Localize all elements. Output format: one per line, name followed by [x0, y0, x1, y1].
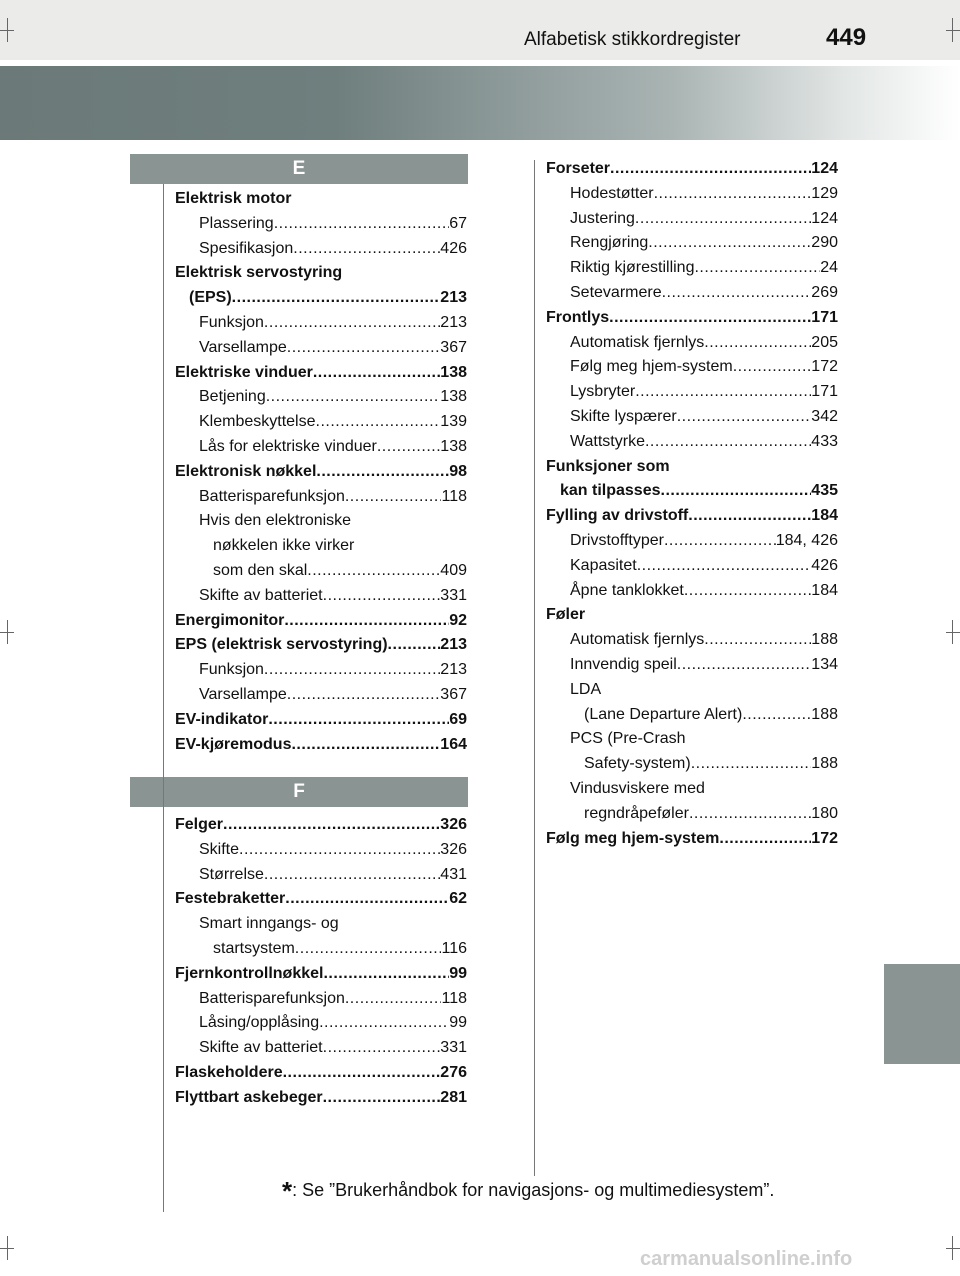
- dot-leader: [287, 336, 441, 361]
- index-column-f: [175, 813, 467, 1111]
- dot-leader: [689, 802, 811, 827]
- dot-leader: [704, 331, 811, 356]
- entry-page: 213: [440, 313, 467, 331]
- index-entry: Føler: [546, 606, 586, 624]
- index-entry: [175, 658, 467, 683]
- entry-term: Lås for elektriske vinduer: [199, 437, 377, 455]
- index-entry: Vindusviskere med: [570, 779, 705, 797]
- entry-page: 138: [440, 437, 467, 455]
- entry-term: EV-kjøremodus: [175, 735, 292, 753]
- entry-page: 213: [440, 289, 467, 307]
- entry-page: 184: [811, 507, 838, 525]
- index-entry: [175, 813, 467, 838]
- entry-page: 213: [440, 636, 467, 654]
- entry-page: 180: [811, 804, 838, 822]
- footnote-asterisk: *: [282, 1176, 293, 1206]
- entry-term: Låsing/opplåsing: [199, 1014, 320, 1032]
- dot-leader: [316, 410, 441, 435]
- index-entry: [175, 435, 467, 460]
- index-entry: [546, 752, 838, 777]
- entry-page: 433: [811, 432, 838, 450]
- dot-leader: [654, 182, 812, 207]
- dot-leader: [345, 987, 442, 1012]
- chapter-banner: [0, 66, 960, 140]
- footnote: [282, 1176, 774, 1207]
- index-entry: [546, 529, 838, 554]
- entry-page: 188: [811, 705, 838, 723]
- entry-term: Felger: [175, 816, 224, 833]
- crop-mark: [7, 1236, 8, 1260]
- thumb-index-tab: [884, 964, 960, 1064]
- index-entry: [546, 628, 838, 653]
- dot-leader: [694, 256, 820, 281]
- index-entry: [175, 733, 467, 758]
- dot-leader: [691, 752, 812, 777]
- index-entry: Elektrisk motor: [175, 190, 292, 207]
- index-entry: [546, 207, 838, 232]
- dot-leader: [316, 460, 449, 485]
- crop-mark: [946, 632, 960, 633]
- entry-term: Elektriske vinduer: [175, 363, 313, 381]
- entry-term: Skifte av batteriet: [199, 586, 323, 604]
- entry-page: 172: [811, 358, 838, 376]
- dot-leader: [733, 355, 812, 380]
- entry-term: Rengjøring: [570, 234, 649, 252]
- entry-page: 435: [811, 482, 838, 500]
- entry-term: Festebraketter: [175, 890, 286, 908]
- crop-mark: [7, 18, 8, 42]
- dot-leader: [323, 584, 441, 609]
- index-entry: nøkkelen ikke virker: [213, 537, 355, 555]
- index-entry: [546, 157, 838, 182]
- entry-page: 138: [440, 363, 467, 381]
- footnote-text: : Se ”Brukerhåndbok for navigasjons- og multimediesystem”.: [292, 1180, 775, 1200]
- index-entry: [546, 355, 838, 380]
- index-entry: [546, 554, 838, 579]
- index-entry: [175, 485, 467, 510]
- index-entry: [546, 256, 838, 281]
- entry-term: EPS (elektrisk servostyring): [175, 636, 388, 654]
- entry-page: 331: [440, 586, 467, 604]
- entry-term: Safety-system): [584, 755, 691, 773]
- column-divider-right: [534, 160, 535, 1176]
- index-entry: [175, 311, 467, 336]
- entry-page: 409: [440, 561, 467, 579]
- entry-page: 92: [449, 611, 467, 629]
- dot-leader: [664, 529, 776, 554]
- dot-leader: [291, 733, 440, 758]
- index-entry: LDA: [570, 680, 602, 698]
- entry-term: Batterisparefunksjon: [199, 487, 345, 505]
- entry-page: 426: [811, 556, 838, 574]
- index-entry: Elektrisk servostyring: [175, 264, 343, 282]
- entry-page: 69: [449, 710, 467, 728]
- header-title: Alfabetisk stikkordregister: [524, 29, 741, 50]
- entry-page: 281: [440, 1088, 467, 1106]
- entry-page: 172: [811, 829, 838, 847]
- index-entry: [175, 838, 467, 863]
- entry-term: Frontlys: [546, 308, 610, 326]
- entry-page: 342: [811, 407, 838, 425]
- dot-leader: [293, 237, 440, 262]
- dot-leader: [287, 683, 441, 708]
- index-entry: [175, 1036, 467, 1061]
- entry-term: Skifte lyspærer: [570, 407, 677, 425]
- index-entry: [175, 609, 467, 634]
- entry-term: Flyttbart askebeger: [175, 1088, 323, 1106]
- dot-leader: [223, 813, 440, 838]
- crop-mark: [952, 1236, 953, 1260]
- entry-page: 331: [440, 1039, 467, 1057]
- entry-term: Plassering: [199, 214, 274, 232]
- dot-leader: [645, 430, 811, 455]
- index-entry: [175, 962, 467, 987]
- entry-term: Funksjon: [199, 313, 264, 331]
- index-entry: [175, 708, 467, 733]
- index-entry: [175, 286, 467, 311]
- entry-page: 99: [449, 964, 467, 982]
- entry-page: 138: [440, 388, 467, 406]
- entry-term: Funksjon: [199, 661, 264, 679]
- page-number: 449: [826, 24, 867, 51]
- dot-leader: [609, 306, 811, 331]
- dot-leader: [313, 361, 440, 386]
- dot-leader: [232, 286, 441, 311]
- index-entry: Hvis den elektroniske: [199, 512, 352, 530]
- entry-term: Åpne tanklokket: [570, 581, 684, 599]
- entry-page: 118: [441, 989, 467, 1007]
- index-entry: [175, 336, 467, 361]
- entry-term: Skifte av batteriet: [199, 1039, 323, 1057]
- index-entry: [175, 212, 467, 237]
- entry-page: 290: [811, 234, 838, 252]
- entry-term: Lysbryter: [570, 383, 636, 401]
- index-entry: [175, 863, 467, 888]
- entry-term: Energimonitor: [175, 611, 285, 629]
- index-column-right: [546, 157, 838, 851]
- entry-term: Batterisparefunksjon: [199, 989, 345, 1007]
- dot-leader: [688, 504, 811, 529]
- entry-term: Elektronisk nøkkel: [175, 462, 317, 480]
- index-entry: [546, 579, 838, 604]
- index-entry: [546, 380, 838, 405]
- index-entry: [175, 887, 467, 912]
- dot-leader: [704, 628, 811, 653]
- entry-page: 188: [811, 631, 838, 649]
- index-entry: [175, 1061, 467, 1086]
- entry-term: Justering: [570, 209, 635, 227]
- entry-page: 171: [811, 383, 838, 401]
- entry-term: Fylling av drivstoff: [546, 507, 689, 525]
- dot-leader: [610, 157, 811, 182]
- crop-mark: [946, 1248, 960, 1249]
- crop-mark: [952, 620, 953, 644]
- dot-leader: [635, 380, 811, 405]
- index-entry: Smart inngangs- og: [199, 915, 339, 933]
- entry-page: 124: [811, 160, 838, 177]
- entry-term: (Lane Departure Alert): [584, 705, 743, 723]
- index-entry: [175, 1086, 467, 1111]
- dot-leader: [677, 653, 812, 678]
- dot-leader: [377, 435, 440, 460]
- entry-term: Størrelse: [199, 865, 264, 883]
- entry-term: Riktig kjørestilling: [570, 259, 695, 277]
- dot-leader: [719, 827, 811, 852]
- index-entry: [175, 559, 467, 584]
- page-header-bar: [0, 0, 960, 60]
- dot-leader: [677, 405, 812, 430]
- crop-mark: [952, 18, 953, 42]
- index-entry: [175, 633, 467, 658]
- index-entry: [175, 584, 467, 609]
- index-entry: [546, 405, 838, 430]
- dot-leader: [661, 479, 812, 504]
- dot-leader: [268, 708, 449, 733]
- entry-page: 205: [811, 333, 838, 351]
- dot-leader: [264, 863, 440, 888]
- index-entry: Funksjoner som: [546, 457, 670, 475]
- dot-leader: [307, 559, 440, 584]
- entry-term: Automatisk fjernlys: [570, 631, 705, 649]
- entry-page: 326: [440, 816, 467, 833]
- entry-page: 164: [440, 735, 467, 753]
- index-entry: [175, 987, 467, 1012]
- index-entry: [175, 237, 467, 262]
- dot-leader: [684, 579, 811, 604]
- entry-page: 188: [811, 755, 838, 773]
- entry-term: Varsellampe: [199, 338, 287, 356]
- dot-leader: [264, 658, 440, 683]
- entry-term: Fjernkontrollnøkkel: [175, 964, 324, 982]
- entry-term: kan tilpasses: [560, 482, 661, 500]
- entry-page: 367: [440, 685, 467, 703]
- entry-page: 139: [440, 413, 467, 431]
- entry-term: som den skal: [213, 561, 308, 579]
- entry-term: Spesifikasjon: [199, 239, 294, 257]
- entry-term: Flaskeholdere: [175, 1063, 283, 1081]
- entry-term: Klembeskyttelse: [199, 413, 316, 431]
- index-entry: [175, 410, 467, 435]
- entry-page: 276: [440, 1063, 467, 1081]
- entry-page: 124: [811, 209, 838, 227]
- index-entry: [175, 361, 467, 386]
- dot-leader: [284, 609, 449, 634]
- entry-page: 426: [440, 239, 467, 257]
- index-entry: [546, 331, 838, 356]
- index-entry: [546, 802, 838, 827]
- index-entry: [546, 281, 838, 306]
- entry-term: EV-indikator: [175, 710, 269, 728]
- entry-term: Varsellampe: [199, 685, 287, 703]
- section-header-f: F: [130, 777, 468, 807]
- entry-term: (EPS): [189, 289, 232, 307]
- entry-term: Innvendig speil: [570, 655, 677, 673]
- entry-page: 431: [440, 865, 467, 883]
- index-entry: [546, 231, 838, 256]
- entry-page: 62: [449, 890, 467, 908]
- index-entry: [175, 460, 467, 485]
- entry-term: Følg meg hjem-system: [570, 358, 733, 376]
- dot-leader: [635, 207, 811, 232]
- entry-term: Hodestøtter: [570, 184, 654, 202]
- index-entry: PCS (Pre-Crash: [570, 730, 686, 748]
- index-entry: [175, 385, 467, 410]
- entry-page: 24: [820, 259, 838, 277]
- watermark: carmanualsonline.info: [640, 1248, 853, 1270]
- entry-term: Kapasitet: [570, 556, 637, 574]
- index-entry: [546, 703, 838, 728]
- entry-page: 184: [811, 581, 838, 599]
- entry-page: 98: [449, 462, 467, 480]
- dot-leader: [388, 633, 441, 658]
- index-entry: [175, 683, 467, 708]
- index-entry: [175, 937, 467, 962]
- entry-page: 99: [449, 1014, 467, 1032]
- entry-page: 213: [440, 661, 467, 679]
- dot-leader: [345, 485, 442, 510]
- dot-leader: [264, 311, 440, 336]
- entry-page: 184, 426: [775, 531, 838, 549]
- dot-leader: [662, 281, 812, 306]
- entry-term: Skifte: [199, 840, 240, 858]
- entry-page: 134: [811, 655, 838, 673]
- entry-term: Betjening: [199, 388, 266, 406]
- entry-page: 171: [811, 308, 838, 326]
- index-entry: [175, 1011, 467, 1036]
- dot-leader: [239, 838, 440, 863]
- dot-leader: [319, 1011, 449, 1036]
- dot-leader: [295, 937, 442, 962]
- index-entry: [546, 430, 838, 455]
- entry-page: 326: [440, 840, 467, 858]
- entry-term: Automatisk fjernlys: [570, 333, 705, 351]
- entry-page: 116: [441, 939, 467, 957]
- crop-mark: [7, 620, 8, 644]
- index-entry: [546, 182, 838, 207]
- entry-term: startsystem: [213, 939, 295, 957]
- index-entry: [546, 504, 838, 529]
- dot-leader: [323, 1086, 441, 1111]
- dot-leader: [266, 385, 441, 410]
- entry-page: 129: [811, 184, 838, 202]
- index-entry: [546, 306, 838, 331]
- entry-term: regndråpeføler: [584, 804, 689, 822]
- entry-page: 269: [811, 283, 838, 301]
- column-divider-left: [163, 184, 164, 1212]
- section-header-e: E: [130, 154, 468, 184]
- entry-term: Følg meg hjem-system: [546, 829, 720, 847]
- entry-page: 67: [449, 214, 467, 232]
- dot-leader: [648, 231, 811, 256]
- index-entry: [546, 479, 838, 504]
- entry-term: Wattstyrke: [570, 432, 645, 450]
- crop-mark: [946, 30, 960, 31]
- dot-leader: [742, 703, 811, 728]
- entry-page: 118: [441, 487, 467, 505]
- index-entry: [546, 827, 838, 852]
- dot-leader: [283, 1061, 441, 1086]
- dot-leader: [285, 887, 449, 912]
- dot-leader: [323, 1036, 441, 1061]
- index-column-e: [175, 187, 467, 757]
- dot-leader: [637, 554, 812, 579]
- entry-term: Drivstofftyper: [570, 531, 664, 549]
- dot-leader: [274, 212, 450, 237]
- index-entry: [546, 653, 838, 678]
- entry-page: 367: [440, 338, 467, 356]
- entry-term: Setevarmere: [570, 283, 662, 301]
- dot-leader: [323, 962, 449, 987]
- entry-term: Forseter: [546, 160, 611, 177]
